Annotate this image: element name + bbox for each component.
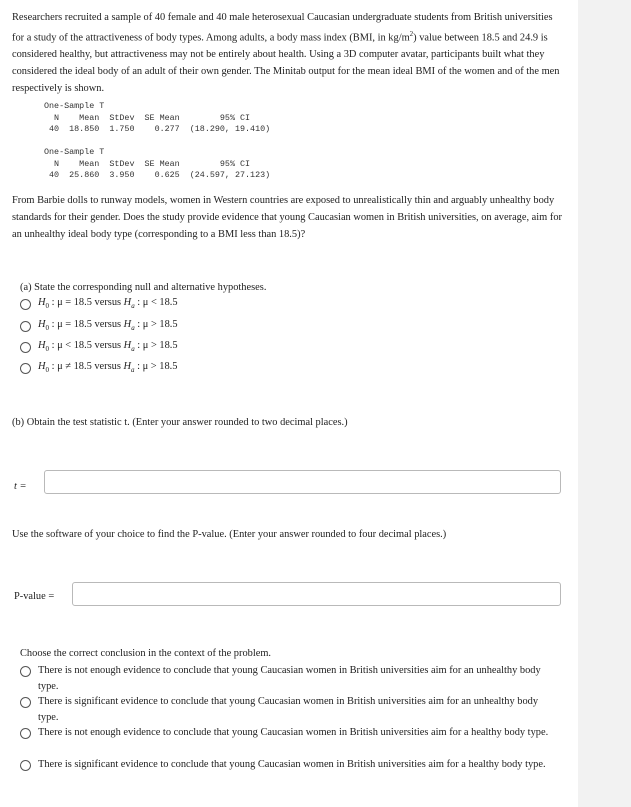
radio-button[interactable] xyxy=(20,342,31,353)
p-value-input[interactable] xyxy=(72,582,561,606)
hypothesis-label: $H_0$ : μ < 18.5 versus $H_a$ : μ > 18.5 xyxy=(38,340,178,354)
conclusion-prompt: Choose the correct conclusion in the context of the problem. xyxy=(20,648,272,659)
hypothesis-label: $H_0$ : μ = 18.5 versus $H_a$ : μ > 18.5 xyxy=(38,319,178,333)
radio-button[interactable] xyxy=(20,321,31,332)
minitab-output-women: One-Sample T N Mean StDev SE Mean 95% CI 40 18.850 1.750 0.277 (18.290, 19.410) xyxy=(44,101,271,134)
conclusion-option-text: There is significant evidence to conclude that young Caucasian women in British universities aim for an unhealthy body type. xyxy=(38,696,539,723)
t-label: t = xyxy=(14,481,27,492)
intro-paragraph xyxy=(12,9,562,97)
part-a-prompt: (a) State the corresponding null and alternative hypotheses. xyxy=(20,282,267,293)
t-statistic-input[interactable] xyxy=(44,470,561,494)
hypothesis-option[interactable] xyxy=(20,360,177,376)
hypothesis-option[interactable] xyxy=(20,318,178,334)
conclusion-option-text: There is not enough evidence to conclude that young Caucasian women in British universities aim for a healthy body type. xyxy=(38,727,549,738)
conclusion-option-text: There is not enough evidence to conclude that young Caucasian women in British universities aim for an unhealthy body type. xyxy=(38,665,541,692)
hypothesis-option[interactable] xyxy=(20,296,178,312)
radio-button[interactable] xyxy=(20,697,31,708)
intro-text-2: ) value between 18.5 and 24.9 is considered healthy, but attractiveness may not be entirely about health. Using a 3D computer avatar, participants built what they considered the ideal body of an adult of their own gender. The Minitab output for the mean ideal BMI of the women and of the men respectively is shown. xyxy=(12,32,560,95)
question-text: From Barbie dolls to runway models, women in Western countries are exposed to unrealistically thin and arguably unhealthy body standards for their gender. Does the study provide evidence that young Caucasian women in British universities, on average, aim for an unhealthy ideal body type (corresponding to a BMI less than 18.5)? xyxy=(12,195,562,240)
intro-text-1: Researchers recruited a sample of 40 female and 40 male heterosexual Caucasian undergraduate students from British universities for a study of the attractiveness of body types. Among adults, a body mass index (BMI, in kg/m xyxy=(12,12,553,44)
minitab-output-men: One-Sample T N Mean StDev SE Mean 95% CI 40 25.860 3.950 0.625 (24.597, 27.123) xyxy=(44,147,271,180)
conclusion-option-text: There is significant evidence to conclude that young Caucasian women in British universities aim for a healthy body type. xyxy=(38,759,546,770)
radio-button[interactable] xyxy=(20,299,31,310)
part-b-prompt: (b) Obtain the test statistic t. (Enter your answer rounded to two decimal places.) xyxy=(12,417,348,428)
hypothesis-option[interactable] xyxy=(20,339,178,355)
intro-superscript: 2 xyxy=(409,30,414,38)
radio-button[interactable] xyxy=(20,760,31,771)
p-value-label: P-value = xyxy=(14,591,55,602)
hypothesis-label: $H_0$ : μ ≠ 18.5 versus $H_a$ : μ > 18.5 xyxy=(38,361,178,375)
hypothesis-label: $H_0$ : μ = 18.5 versus $H_a$ : μ < 18.5 xyxy=(38,297,178,311)
radio-button[interactable] xyxy=(20,363,31,374)
radio-button[interactable] xyxy=(20,666,31,677)
p-value-prompt: Use the software of your choice to find the P-value. (Enter your answer rounded to four decimal places.) xyxy=(12,529,447,540)
radio-button[interactable] xyxy=(20,728,31,739)
